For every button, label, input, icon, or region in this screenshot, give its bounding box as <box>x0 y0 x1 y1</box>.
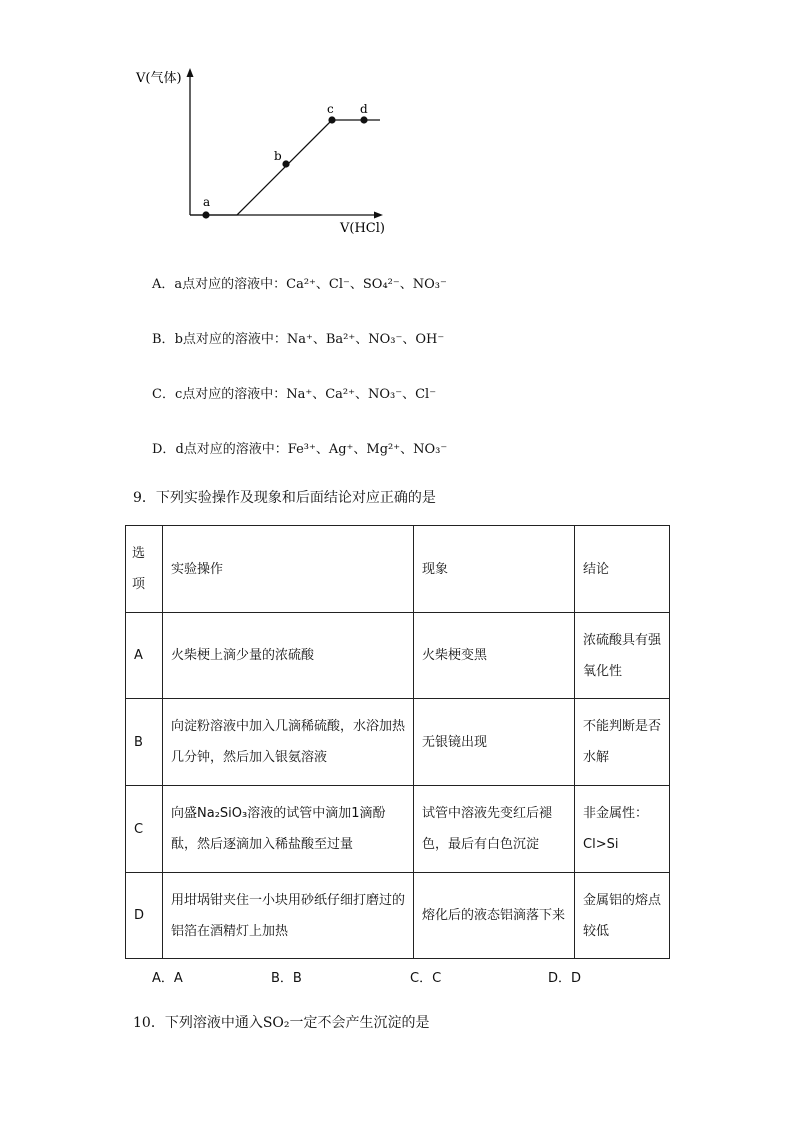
cell-conclusion: 非金属性：Cl>Si <box>575 786 670 873</box>
option-text: b点对应的溶液中：Na⁺、Ba²⁺、NO₃⁻、OH⁻ <box>174 332 445 347</box>
table-header-row <box>126 526 670 613</box>
cell-option: B <box>126 699 163 786</box>
cell-phenomenon: 无银镜出现 <box>414 699 575 786</box>
cell-option: D <box>126 873 163 959</box>
y-axis-label: V(气体) <box>136 71 182 86</box>
x-axis-arrow <box>374 212 383 219</box>
header-cell-option: 选项 <box>126 526 163 613</box>
option-text: c点对应的溶液中：Na⁺、Ca²⁺、NO₃⁻、Cl⁻ <box>174 387 437 402</box>
gas-volume-graph <box>130 60 400 240</box>
cell-phenomenon: 熔化后的液态铝滴落下来 <box>414 873 575 959</box>
point-c <box>328 116 335 123</box>
cell-conclusion: 不能判断是否水解 <box>575 699 670 786</box>
cell-option: C <box>126 786 163 873</box>
point-c-label: c <box>327 102 334 116</box>
header-cell-phenomenon: 现象 <box>414 526 575 613</box>
option-letter: B． <box>152 332 175 347</box>
header-cell-conclusion: 结论 <box>575 526 670 613</box>
q8-option-b[interactable] <box>152 328 444 347</box>
q10-title: 10．下列溶液中通入SO₂一定不会产生沉淀的是 <box>133 1015 430 1031</box>
cell-phenomenon: 试管中溶液先变红后褪色，最后有白色沉淀 <box>414 786 575 873</box>
cell-operation: 向淀粉溶液中加入几滴稀硫酸，水浴加热几分钟，然后加入银氨溶液 <box>163 699 414 786</box>
option-letter: A． <box>152 277 175 292</box>
gas-curve <box>190 120 380 215</box>
x-axis-label: V(HCl) <box>340 221 385 236</box>
point-d-label: d <box>360 102 368 116</box>
q9-title: 9．下列实验操作及现象和后面结论对应正确的是 <box>133 490 436 506</box>
cell-option: A <box>126 613 163 699</box>
point-a <box>202 211 209 218</box>
point-b-label: b <box>274 149 282 163</box>
q8-option-a[interactable] <box>152 273 447 292</box>
table-row <box>126 786 670 873</box>
cell-operation: 火柴梗上滴少量的浓硫酸 <box>163 613 414 699</box>
cell-operation: 向盛Na₂SiO₃溶液的试管中滴加1滴酚酞，然后逐滴加入稀盐酸至过量 <box>163 786 414 873</box>
cell-phenomenon: 火柴梗变黑 <box>414 613 575 699</box>
header-cell-operation: 实验操作 <box>163 526 414 613</box>
cell-operation: 用坩埚钳夹住一小块用砂纸仔细打磨过的铝箔在酒精灯上加热 <box>163 873 414 959</box>
q9-choice-a[interactable]: A．A <box>152 971 183 986</box>
cell-conclusion: 浓硫酸具有强氧化性 <box>575 613 670 699</box>
q9-choice-b[interactable]: B．B <box>271 971 302 986</box>
q8-option-d[interactable] <box>152 438 447 457</box>
y-axis-arrow <box>187 68 194 77</box>
table-row <box>126 699 670 786</box>
point-b <box>282 160 289 167</box>
q9-choice-c[interactable]: C．C <box>410 971 442 986</box>
cell-conclusion: 金属铝的熔点较低 <box>575 873 670 959</box>
table-row <box>126 613 670 699</box>
option-letter: D． <box>152 442 176 457</box>
q9-choice-d[interactable]: D．D <box>548 971 582 986</box>
q9-table <box>125 525 670 959</box>
point-d <box>360 116 367 123</box>
option-text: a点对应的溶液中：Ca²⁺、Cl⁻、SO₄²⁻、NO₃⁻ <box>174 277 447 292</box>
option-text: d点对应的溶液中：Fe³⁺、Ag⁺、Mg²⁺、NO₃⁻ <box>175 442 448 457</box>
table-row <box>126 873 670 959</box>
point-a-label: a <box>203 195 211 209</box>
option-letter: C． <box>152 387 175 402</box>
q8-option-c[interactable] <box>152 383 436 402</box>
